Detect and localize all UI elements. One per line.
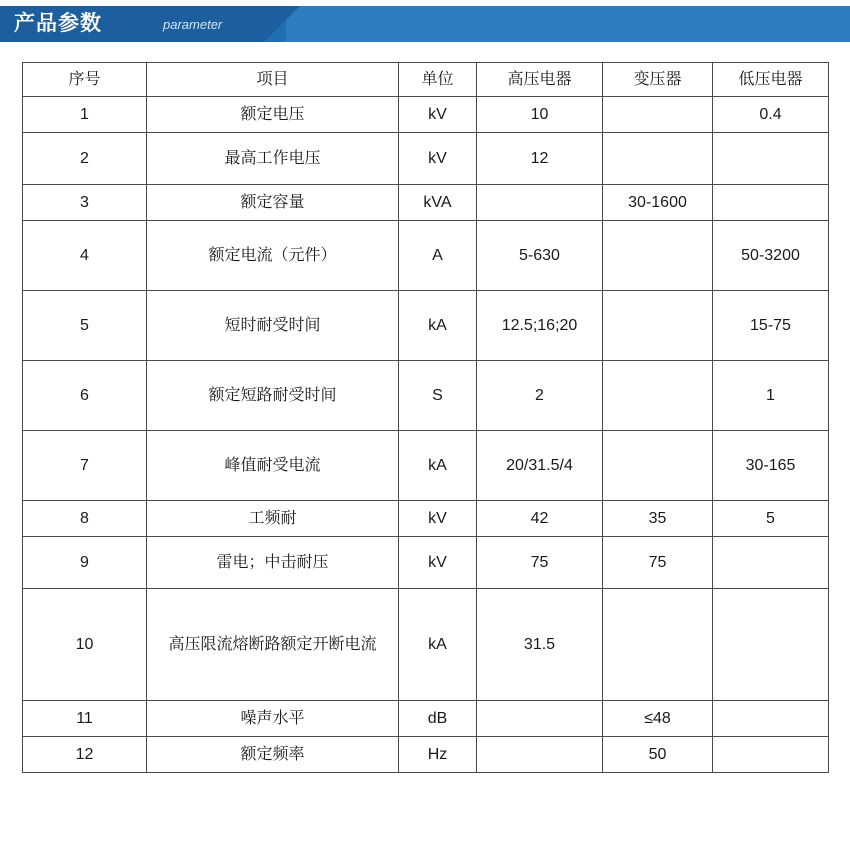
cell-no: 10	[23, 589, 147, 701]
cell-item: 工频耐	[147, 501, 399, 537]
cell-unit: kVA	[399, 185, 477, 221]
table-row	[23, 589, 829, 701]
cell-transformer: 35	[603, 501, 713, 537]
cell-lv	[713, 185, 829, 221]
cell-hv	[477, 185, 603, 221]
parameter-table-wrapper	[22, 62, 828, 773]
table-row	[23, 185, 829, 221]
cell-no: 8	[23, 501, 147, 537]
cell-hv: 42	[477, 501, 603, 537]
cell-item: 额定电流（元件）	[147, 221, 399, 291]
cell-transformer	[603, 221, 713, 291]
cell-hv: 75	[477, 537, 603, 589]
cell-hv: 2	[477, 361, 603, 431]
cell-lv	[713, 737, 829, 773]
table-row	[23, 537, 829, 589]
cell-no: 2	[23, 133, 147, 185]
cell-item: 峰值耐受电流	[147, 431, 399, 501]
cell-unit: kV	[399, 537, 477, 589]
cell-hv: 12	[477, 133, 603, 185]
cell-no: 12	[23, 737, 147, 773]
table-row	[23, 361, 829, 431]
cell-transformer	[603, 97, 713, 133]
cell-no: 1	[23, 97, 147, 133]
cell-lv: 5	[713, 501, 829, 537]
cell-unit: kV	[399, 133, 477, 185]
cell-lv: 30-165	[713, 431, 829, 501]
cell-transformer: 30-1600	[603, 185, 713, 221]
cell-no: 4	[23, 221, 147, 291]
parameter-table	[22, 62, 829, 773]
cell-lv	[713, 701, 829, 737]
cell-unit: A	[399, 221, 477, 291]
cell-unit: kA	[399, 291, 477, 361]
cell-no: 5	[23, 291, 147, 361]
column-header-no: 序号	[23, 63, 147, 97]
table-row	[23, 701, 829, 737]
column-header-hv: 高压电器	[477, 63, 603, 97]
cell-hv: 5-630	[477, 221, 603, 291]
cell-no: 7	[23, 431, 147, 501]
table-row	[23, 431, 829, 501]
cell-transformer	[603, 589, 713, 701]
cell-transformer: ≤48	[603, 701, 713, 737]
cell-lv: 0.4	[713, 97, 829, 133]
column-header-item: 项目	[147, 63, 399, 97]
cell-item: 雷电；中击耐压	[147, 537, 399, 589]
cell-item: 额定容量	[147, 185, 399, 221]
table-row	[23, 737, 829, 773]
cell-item: 额定短路耐受时间	[147, 361, 399, 431]
cell-transformer	[603, 291, 713, 361]
cell-item: 噪声水平	[147, 701, 399, 737]
cell-transformer	[603, 361, 713, 431]
section-subtitle: parameter	[163, 17, 223, 32]
cell-hv: 20/31.5/4	[477, 431, 603, 501]
cell-unit: S	[399, 361, 477, 431]
cell-transformer	[603, 431, 713, 501]
table-row	[23, 221, 829, 291]
cell-unit: kA	[399, 431, 477, 501]
cell-unit: kV	[399, 501, 477, 537]
cell-transformer: 50	[603, 737, 713, 773]
cell-lv	[713, 589, 829, 701]
cell-item: 短时耐受时间	[147, 291, 399, 361]
section-banner	[0, 0, 850, 48]
table-row	[23, 501, 829, 537]
cell-item: 高压限流熔断路额定开断电流	[147, 589, 399, 701]
cell-lv: 50-3200	[713, 221, 829, 291]
column-header-lv: 低压电器	[713, 63, 829, 97]
cell-item: 额定电压	[147, 97, 399, 133]
cell-hv	[477, 737, 603, 773]
cell-lv: 15-75	[713, 291, 829, 361]
cell-no: 11	[23, 701, 147, 737]
cell-item: 额定频率	[147, 737, 399, 773]
cell-lv	[713, 133, 829, 185]
cell-no: 3	[23, 185, 147, 221]
cell-hv: 12.5;16;20	[477, 291, 603, 361]
column-header-unit: 单位	[399, 63, 477, 97]
cell-hv	[477, 701, 603, 737]
table-row	[23, 97, 829, 133]
cell-lv: 1	[713, 361, 829, 431]
table-row	[23, 291, 829, 361]
cell-no: 6	[23, 361, 147, 431]
cell-unit: dB	[399, 701, 477, 737]
cell-no: 9	[23, 537, 147, 589]
cell-hv: 31.5	[477, 589, 603, 701]
cell-unit: Hz	[399, 737, 477, 773]
cell-unit: kA	[399, 589, 477, 701]
cell-transformer: 75	[603, 537, 713, 589]
table-header-row	[23, 63, 829, 97]
cell-item: 最高工作电压	[147, 133, 399, 185]
cell-lv	[713, 537, 829, 589]
table-row	[23, 133, 829, 185]
section-title: 产品参数	[14, 12, 102, 35]
cell-hv: 10	[477, 97, 603, 133]
column-header-transformer: 变压器	[603, 63, 713, 97]
cell-transformer	[603, 133, 713, 185]
banner-strip-right	[286, 6, 850, 42]
cell-unit: kV	[399, 97, 477, 133]
